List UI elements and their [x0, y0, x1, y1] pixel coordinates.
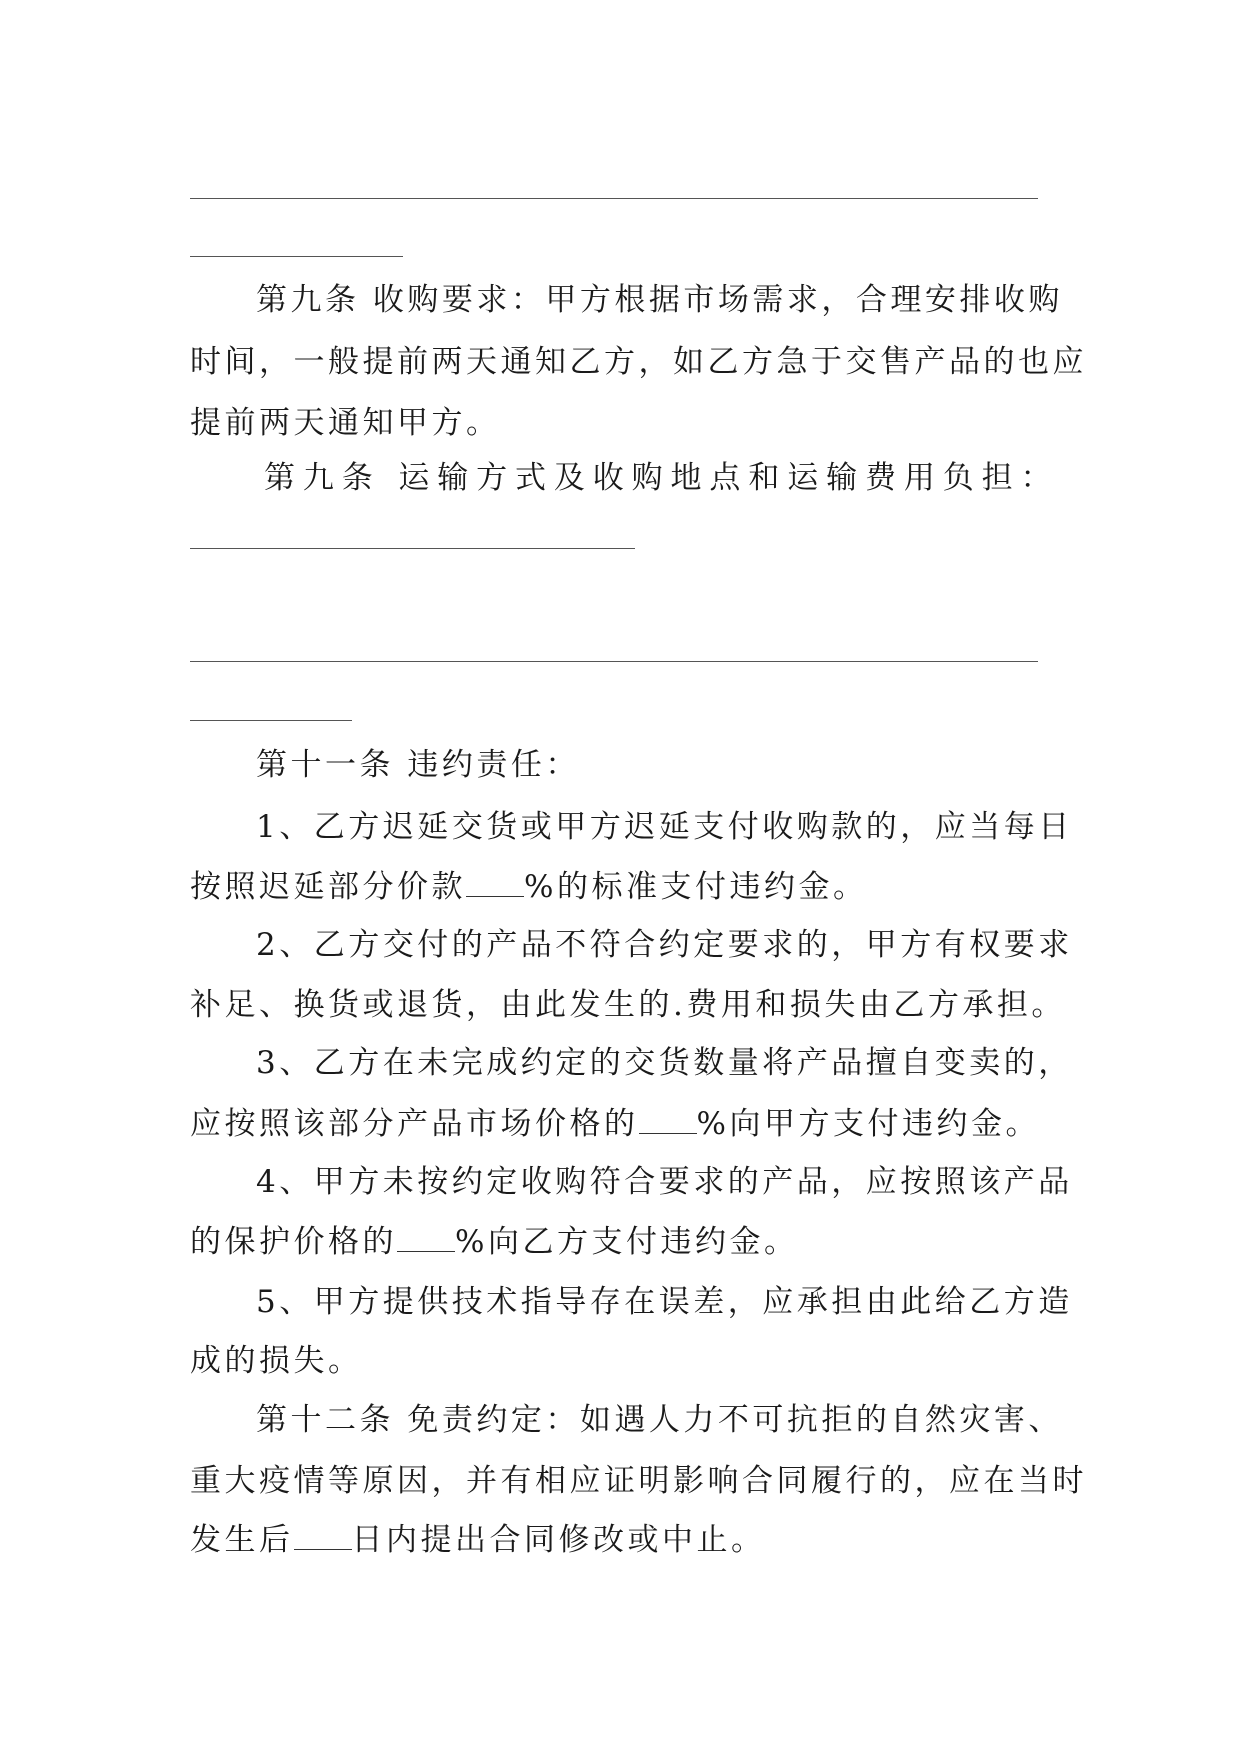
- article-12-text-post: 日内提出合同修改或中止。: [351, 1522, 766, 1558]
- item-5-line-1: 5、甲方提供技术指导存在误差，应承担由此给乙方造: [256, 1284, 1073, 1320]
- item-5-line-2: 成的损失。: [190, 1343, 363, 1379]
- fill-in-line: [190, 198, 1038, 199]
- item-3-line-1: 3、乙方在未完成约定的交货数量将产品擅自变卖的，: [256, 1045, 1073, 1081]
- item-3-text-post: %向甲方支付违约金。: [696, 1106, 1040, 1142]
- fill-in-line: [190, 720, 352, 721]
- fill-in-blank: [294, 1525, 352, 1550]
- item-1-line-2: [190, 867, 1055, 907]
- article-12-line-1: 第十二条 免责约定：如遇人力不可抗拒的自然灾害、: [256, 1402, 1063, 1438]
- article-12-text-pre: 发生后: [190, 1522, 294, 1558]
- item-4-line-1: 4、甲方未按约定收购符合要求的产品，应按照该产品: [256, 1164, 1073, 1200]
- fill-in-blank: [639, 1109, 697, 1134]
- item-4-text-pre: 的保护价格的: [190, 1224, 397, 1260]
- article-12-line-2: 重大疫情等原因，并有相应证明影响合同履行的，应在当时: [190, 1463, 1087, 1499]
- article-9a-line-2: 时间，一般提前两天通知乙方，如乙方急于交售产品的也应: [190, 344, 1087, 380]
- item-3-line-2: [190, 1104, 1055, 1144]
- item-3-text-pre: 应按照该部分产品市场价格的: [190, 1106, 639, 1142]
- item-2-line-2: 补足、换货或退货，由此发生的.费用和损失由乙方承担。: [190, 987, 1066, 1023]
- article-9a-line-1: 第九条 收购要求：甲方根据市场需求，合理安排收购: [256, 282, 1063, 318]
- fill-in-line: [190, 548, 635, 549]
- fill-in-blank: [397, 1227, 455, 1252]
- article-9a-line-3: 提前两天通知甲方。: [190, 405, 501, 441]
- item-2-line-1: 2、乙方交付的产品不符合约定要求的，甲方有权要求: [256, 927, 1073, 963]
- item-1-text-pre: 按照迟延部分价款: [190, 869, 466, 905]
- article-9b-line-1: 第九条 运输方式及收购地点和运输费用负担：: [264, 460, 1055, 496]
- item-4-line-2: [190, 1222, 1055, 1262]
- item-4-text-post: %向乙方支付违约金。: [455, 1224, 799, 1260]
- fill-in-line: [190, 256, 403, 257]
- fill-in-blank: [466, 872, 524, 897]
- article-12-line-3: [190, 1520, 1055, 1560]
- item-1-text-post: %的标准支付违约金。: [524, 869, 868, 905]
- fill-in-line: [190, 661, 1038, 662]
- article-11-title: 第十一条 违约责任：: [256, 747, 580, 783]
- item-1-line-1: 1、乙方迟延交货或甲方迟延支付收购款的，应当每日: [256, 809, 1073, 845]
